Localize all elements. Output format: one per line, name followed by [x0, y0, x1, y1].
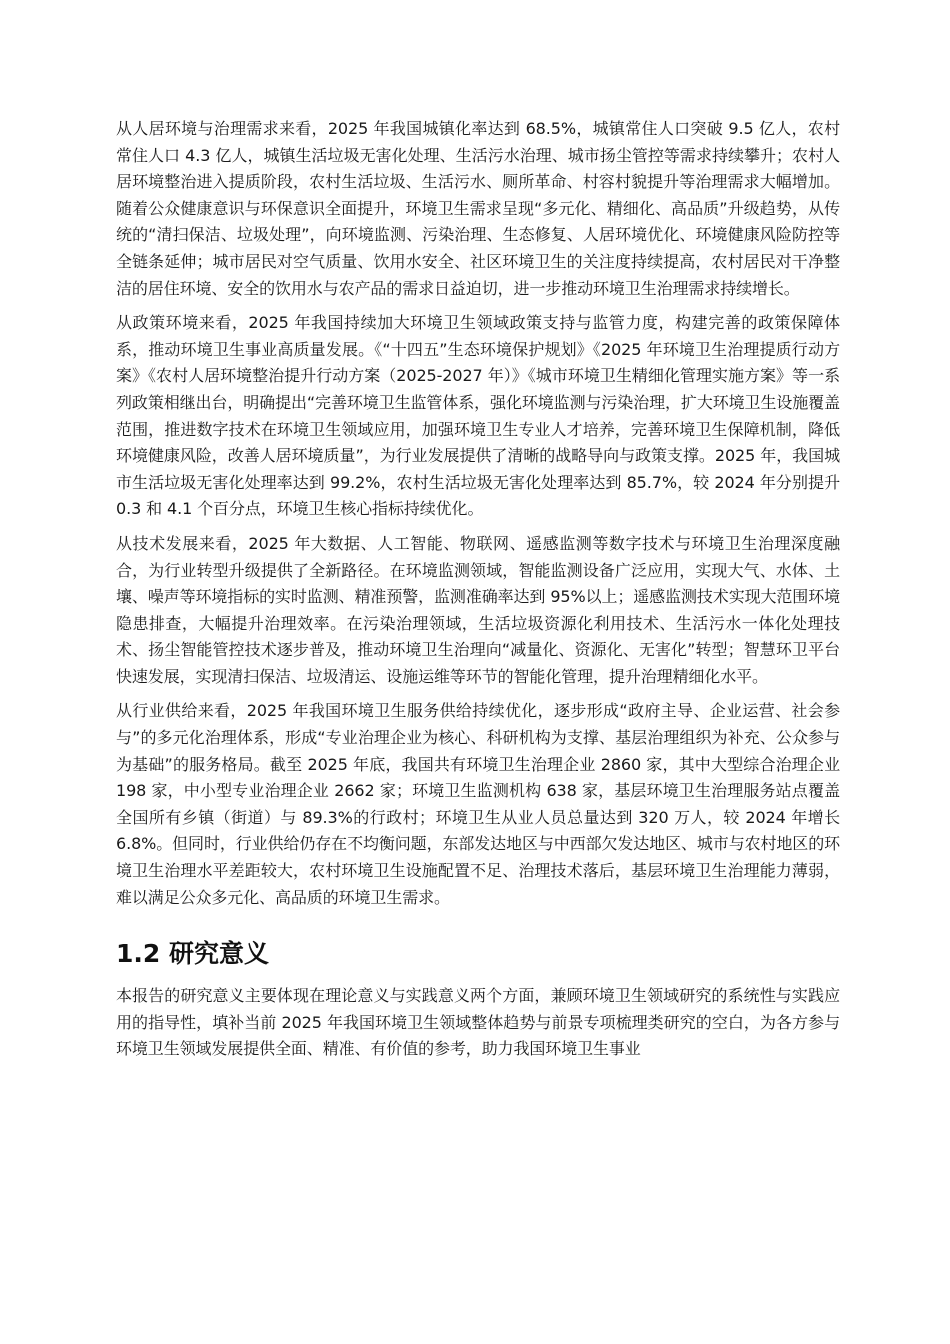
paragraph-research-significance: 本报告的研究意义主要体现在理论意义与实践意义两个方面，兼顾环境卫生领域研究的系统性与实践应用的指导性，填补当前 2025 年我国环境卫生领域整体趋势与前景专项梳理类研究的空白，为各方参与环境卫生领域发展提供全面、精准、有价值的参考，助力我国环境卫生事业: [116, 986, 840, 1059]
paragraph-policy-environment: 从政策环境来看，2025 年我国持续加大环境卫生领域政策支持与监管力度，构建完善的政策保障体系，推动环境卫生事业高质量发展。《“十四五”生态环境保护规划》《2025 年环境卫生治理提质行动方案》《农村人居环境整治提升行动方案（2025-2027 年）》《城市环境卫生精细化管理实施方案》等一系列政策相继出台，明确提出“完善环境卫生监管体系，强化环境监测与污染治理，扩大环境卫生设施覆盖范围，推进数字技术在环境卫生领域应用，加强环境卫生专业人才培养，完善环境卫生保障机制，降低环境健康风险，改善人居环境质量”，为行业发展提供了清晰的战略导向与政策支撑。2025 年，我国城市生活垃圾无害化处理率达到 99.2%，农村生活垃圾无害化处理率达到 85.7%，较 2024 年分别提升 0.3 和 4.1 个百分点，环境卫生核心指标持续优化。: [116, 313, 840, 519]
paragraph-technology-development: 从技术发展来看，2025 年大数据、人工智能、物联网、遥感监测等数字技术与环境卫生治理深度融合，为行业转型升级提供了全新路径。在环境监测领域，智能监测设备广泛应用，实现大气、水体、土壤、噪声等环境指标的实时监测、精准预警，监测准确率达到 95%以上；遥感监测技术实现大范围环境隐患排查，大幅提升治理效率。在污染治理领域，生活垃圾资源化利用技术、生活污水一体化处理技术、扬尘智能管控技术逐步普及，推动环境卫生治理向“减量化、资源化、无害化”转型；智慧环卫平台快速发展，实现清扫保洁、垃圾清运、设施运维等环节的智能化管理，提升治理精细化水平。: [116, 533, 840, 686]
document-page: [116, 116, 840, 1071]
paragraph-living-environment-demand: 从人居环境与治理需求来看，2025 年我国城镇化率达到 68.5%，城镇常住人口突破 9.5 亿人，农村常住人口 4.3 亿人，城镇生活垃圾无害化处理、生活污水治理、城市扬尘管控等需求持续攀升；农村人居环境整治进入提质阶段，农村生活垃圾、生活污水、厕所革命、村容村貌提升等治理需求大幅增加。随着公众健康意识与环保意识全面提升，环境卫生需求呈现“多元化、精细化、高品质”升级趋势，从传统的“清扫保洁、垃圾处理”，向环境监测、污染治理、生态修复、人居环境优化、环境健康风险防控等全链条延伸；城市居民对空气质量、饮用水安全、社区环境卫生的关注度持续提高，农村居民对干净整洁的居住环境、安全的饮用水与农产品的需求日益迫切，进一步推动环境卫生治理需求持续增长。: [116, 119, 840, 298]
paragraph-industry-supply: 从行业供给来看，2025 年我国环境卫生服务供给持续优化，逐步形成“政府主导、企业运营、社会参与”的多元化治理体系，形成“专业治理企业为核心、科研机构为支撑、基层治理组织为补充、公众参与为基础”的服务格局。截至 2025 年底，我国共有环境卫生治理企业 2860 家，其中大型综合治理企业 198 家，中小型专业治理企业 2662 家；环境卫生监测机构 638 家，基层环境卫生治理服务站点覆盖全国所有乡镇（街道）与 89.3%的行政村；环境卫生从业人员总量达到 320 万人，较 2024 年增长 6.8%。但同时，行业供给仍存在不均衡问题，东部发达地区与中西部欠发达地区、城市与农村地区的环境卫生治理水平差距较大，农村环境卫生设施配置不足、治理技术落后，基层环境卫生治理能力薄弱，难以满足公众多元化、高品质的环境卫生需求。: [116, 701, 840, 907]
section-heading-research-significance: 1.2 研究意义: [116, 939, 269, 969]
